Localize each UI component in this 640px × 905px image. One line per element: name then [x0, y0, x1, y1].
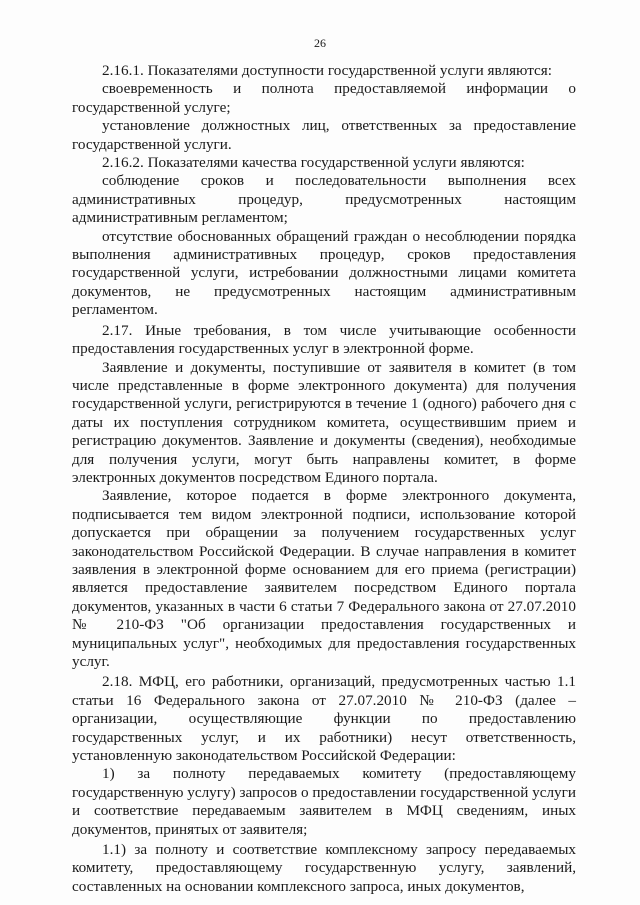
paragraph-2-16-2: 2.16.2. Показателями качества государственной услуги являются: [102, 154, 525, 172]
paragraph-quality-deadlines: соблюдение сроков и последовательности выполнения всех административных процедур, предусмотренных настоящим административным регламентом; [72, 172, 576, 227]
paragraph-electronic-signature: Заявление, которое подается в форме электронного документа, подписывается тем видом электронной подписи, использование которой допускается при обращении за получением государственных услуг законодательством Российской Федерации. В случае направления в комитет заявления в электронной форме основанием для его приема (регистрации) является предоставление заявителем посредством Единого портала документов, указанных в части 6 статьи 7 Федерального закона от 27.07.2010 № 210-ФЗ "Об организации предоставления государственных и муниципальных услуг", необходимых для предоставления государственных услуг. [72, 487, 576, 670]
paragraph-item-1: 1) за полноту передаваемых комитету (предоставляющему государственную услугу) запросов о предоставлении государственной услуги и соответствие передаваемым заявителем в МФЦ сведениям, иных документов, принятых от заявителя; [72, 765, 577, 838]
paragraph-registration: Заявление и документы, поступившие от заявителя в комитет (в том числе представленные в форме электронного документа) для получения государственной услуги, регистрируются в течение 1 (одного) рабочего дня с даты их поступления сотрудником комитета, осуществившим прием и регистрацию документов. Заявление и документы (сведения), необходимые для получения услуги, могут быть направлены комитет, в форме электронных документов посредством Единого портала. [72, 358, 576, 486]
paragraph-2-17: 2.17. Иные требования, в том числе учитывающие особенности предоставления государственных услуг в электронной форме. [72, 321, 576, 358]
paragraph-item-1-1: 1.1) за полноту и соответствие комплексному запросу передаваемых комитету, предоставляющему государственную услугу, заявлений, составленных на основании комплексного запроса, иных документов, [72, 841, 576, 895]
paragraph-quality-complaints: отсутствие обоснованных обращений граждан о несоблюдении порядка выполнения административных процедур, сроков предоставления государственной услуги, истребовании должностными лицами комитета документов, не предусмотренных настоящим административным регламентом. [72, 227, 576, 319]
document-body [72, 62, 576, 896]
page-number: 26 [314, 36, 326, 50]
paragraph-2-16-1: 2.16.1. Показателями доступности государственной услуги являются: [102, 62, 552, 79]
paragraph-availability-officials: установление должностных лиц, ответственных за предоставление государственной услуги. [72, 117, 576, 153]
paragraph-availability-timeliness: своевременность и полнота предоставляемой информации о государственной услуге; [72, 80, 576, 116]
paragraph-2-18: 2.18. МФЦ, его работники, организаций, предусмотренных частью 1.1 статьи 16 Федерального закона от 27.07.2010 № 210-ФЗ (далее – организации, осуществляющие функции по предоставлению государственных услуг, и их работники) несут ответственность, установленную законодательством Российской Федерации: [72, 673, 576, 765]
